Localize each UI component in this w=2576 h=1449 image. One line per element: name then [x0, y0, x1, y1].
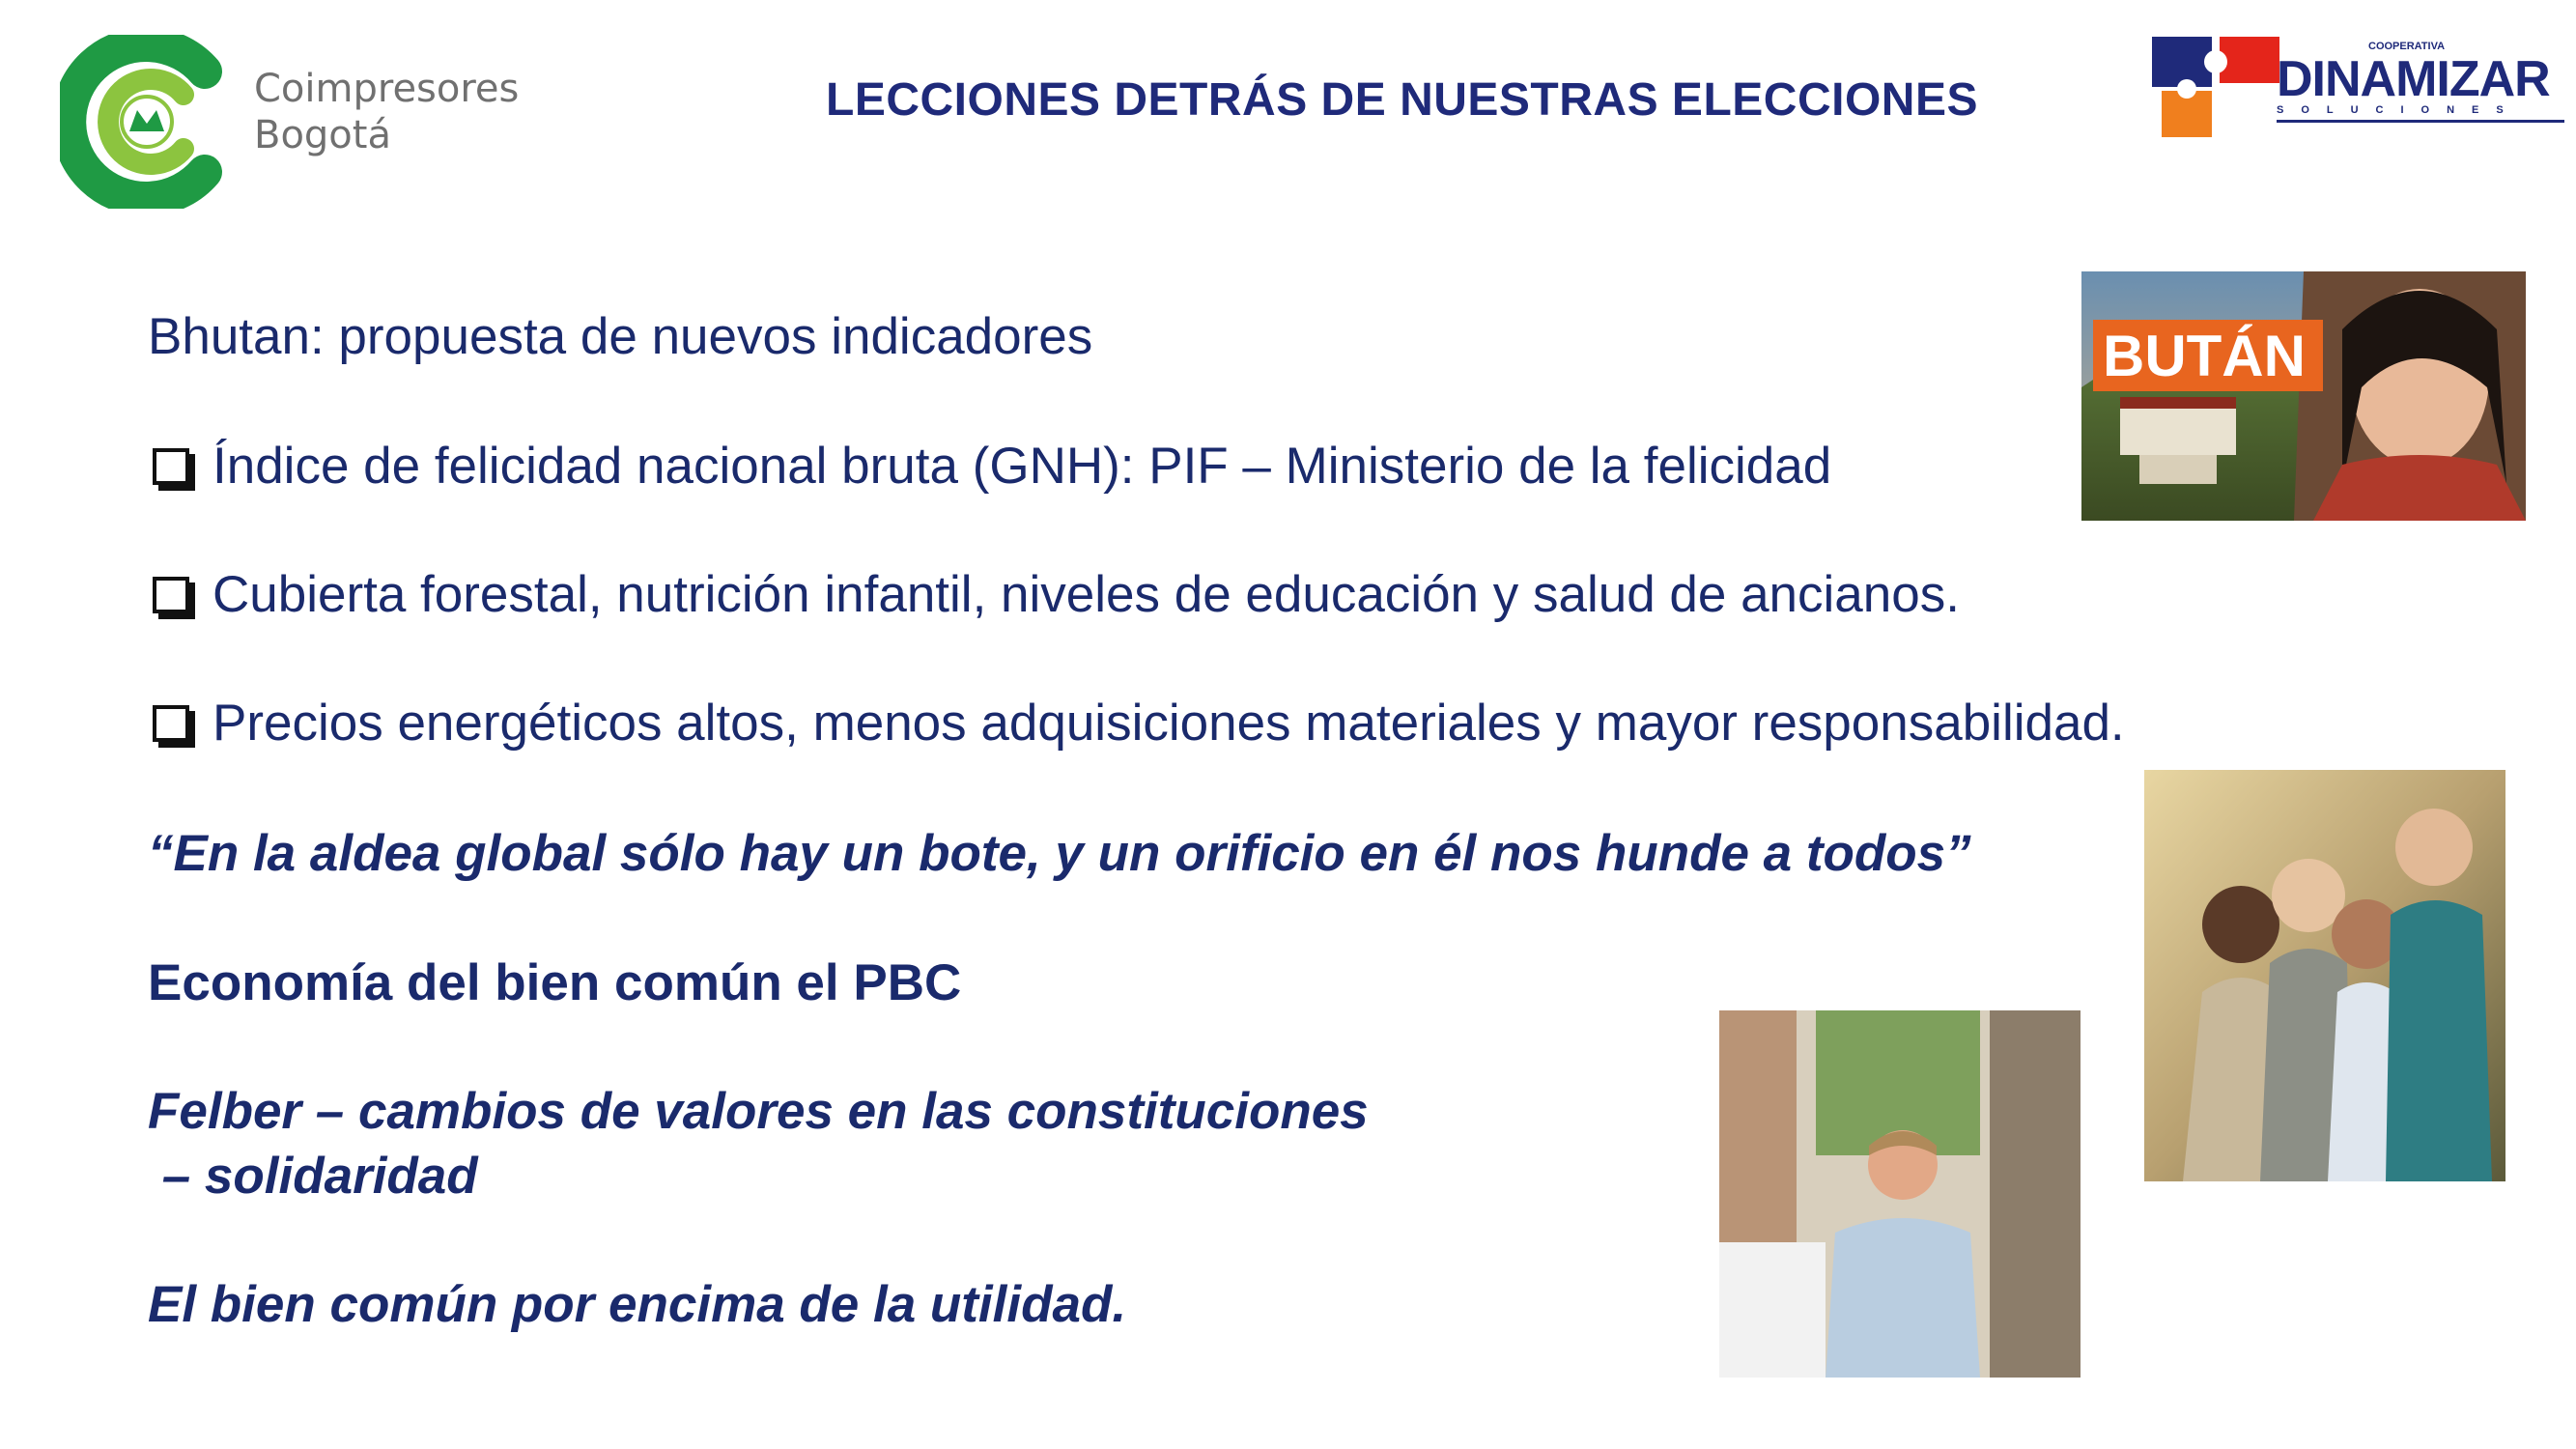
checkbox-bullet-icon — [153, 705, 189, 742]
coimpresores-logo-mark — [60, 35, 234, 209]
dinamizar-subtitle: SOLUCIONES — [2277, 104, 2521, 116]
checkbox-bullet-icon — [153, 577, 189, 613]
logo-line-1: Coimpresores — [254, 67, 520, 111]
felber-portrait-image — [1719, 1010, 2081, 1378]
dinamizar-underline — [2277, 120, 2564, 123]
felber-line-2: – solidaridad — [148, 1148, 478, 1205]
group-of-women-image — [2144, 770, 2505, 1181]
dinamizar-logo-mark — [2152, 37, 2279, 137]
bullet-text: Cubierta forestal, nutrición infantil, niveles de educación y salud de ancianos. — [212, 566, 1960, 623]
bullet-item-3 — [153, 694, 2125, 753]
page-title: LECCIONES DETRÁS DE NUESTRAS ELECCIONES — [826, 74, 1978, 126]
bullet-item-2 — [153, 565, 1960, 624]
bullet-item-1 — [153, 437, 1831, 496]
butan-label: BUTÁN — [2103, 324, 2306, 388]
butan-image — [2081, 271, 2526, 521]
quote: “En la aldea global sólo hay un bote, y un orificio en él nos hunde a todos” — [148, 825, 1971, 882]
dinamizar-name: DINAMIZAR — [2277, 51, 2550, 107]
checkbox-bullet-icon — [153, 448, 189, 485]
bullet-text: Índice de felicidad nacional bruta (GNH): PIF – Ministerio de la felicidad — [212, 438, 1832, 495]
economy-heading: Economía del bien común el PBC — [148, 954, 962, 1011]
closing-statement: El bien común por encima de la utilidad. — [148, 1276, 1127, 1333]
coimpresores-logo-text — [254, 66, 519, 158]
bullet-text: Precios energéticos altos, menos adquisiciones materiales y mayor responsabilidad. — [212, 695, 2125, 752]
felber-line-1: Felber – cambios de valores en las constituciones — [148, 1083, 1369, 1140]
dinamizar-cooperativa-label: COOPERATIVA — [2368, 41, 2446, 52]
section-heading: Bhutan: propuesta de nuevos indicadores — [148, 308, 1093, 365]
logo-line-2: Bogotá — [254, 113, 391, 157]
